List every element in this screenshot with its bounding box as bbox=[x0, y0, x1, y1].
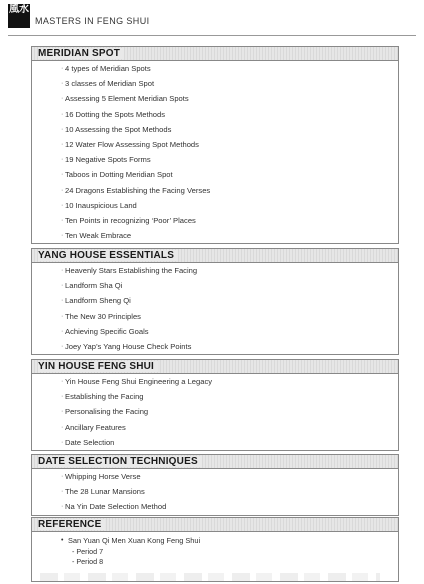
section-list bbox=[31, 263, 399, 355]
section-date-selection bbox=[31, 454, 399, 516]
section-list bbox=[31, 61, 399, 244]
list-item: · Assessing 5 Element Meridian Spots bbox=[61, 94, 189, 104]
list-item: · 16 Dotting the Spots Methods bbox=[61, 109, 166, 119]
list-item: · 24 Dragons Establishing the Facing Verses bbox=[61, 185, 211, 195]
list-item: · Achieving Specific Goals bbox=[61, 326, 149, 336]
section-title: YANG HOUSE ESSENTIALS bbox=[38, 250, 178, 261]
page-header bbox=[8, 4, 416, 34]
list-item: · Ancillary Features bbox=[61, 422, 126, 432]
header-divider bbox=[8, 35, 416, 36]
book-title: MASTERS IN FENG SHUI bbox=[35, 16, 150, 26]
list-item: · 4 types of Meridian Spots bbox=[61, 64, 151, 73]
section-heading bbox=[31, 454, 399, 469]
list-item: · Ten Weak Embrace bbox=[61, 231, 132, 241]
list-item: · Landform Sheng Qi bbox=[61, 296, 131, 306]
list-item: · The New 30 Principles bbox=[61, 311, 141, 321]
list-item: · Personalising the Facing bbox=[61, 407, 149, 417]
list-subitem: - Period 8 bbox=[72, 557, 104, 566]
section-title: YIN HOUSE FENG SHUI bbox=[38, 361, 158, 372]
list-item: · Taboos in Dotting Meridian Spot bbox=[61, 170, 173, 180]
list-item: · Landform Sha Qi bbox=[61, 281, 123, 291]
list-item: · Na Yin Date Selection Method bbox=[61, 502, 167, 512]
section-heading bbox=[31, 359, 399, 374]
list-item: · 12 Water Flow Assessing Spot Methods bbox=[61, 139, 199, 149]
list-item: · Establishing the Facing bbox=[61, 392, 144, 402]
section-title: MERIDIAN SPOT bbox=[38, 48, 124, 59]
list-item: · 10 Inauspicious Land bbox=[61, 200, 137, 210]
section-title: DATE SELECTION TECHNIQUES bbox=[38, 456, 202, 467]
list-item: · Ten Points in recognizing ‘Poor’ Places bbox=[61, 215, 196, 225]
section-list bbox=[31, 469, 399, 516]
section-yang-house bbox=[31, 248, 399, 355]
list-item: · The 28 Lunar Mansions bbox=[61, 487, 145, 497]
section-heading bbox=[31, 46, 399, 61]
list-item: • San Yuan Qi Men Xuan Kong Feng Shui bbox=[61, 536, 201, 545]
section-heading bbox=[31, 248, 399, 263]
feng-shui-logo: 風水 bbox=[8, 4, 30, 28]
list-item: · 19 Negative Spots Forms bbox=[61, 155, 151, 165]
list-item: · Date Selection bbox=[61, 437, 115, 447]
list-item: · Heavenly Stars Establishing the Facing bbox=[61, 266, 198, 275]
section-heading bbox=[31, 517, 399, 532]
list-item: · 10 Assessing the Spot Methods bbox=[61, 124, 172, 134]
list-item: · Whipping Horse Verse bbox=[61, 472, 141, 481]
section-list bbox=[31, 374, 399, 451]
list-item: · Joey Yap’s Yang House Check Points bbox=[61, 341, 192, 351]
list-item: · Yin House Feng Shui Engineering a Legacy bbox=[61, 377, 213, 386]
section-yin-house bbox=[31, 359, 399, 451]
list-item: · 3 classes of Meridian Spot bbox=[61, 79, 155, 89]
section-title: REFERENCE bbox=[38, 519, 105, 530]
faded-background-text bbox=[40, 573, 380, 581]
section-meridian-spot bbox=[31, 46, 399, 244]
list-subitem: - Period 7 bbox=[72, 547, 104, 556]
